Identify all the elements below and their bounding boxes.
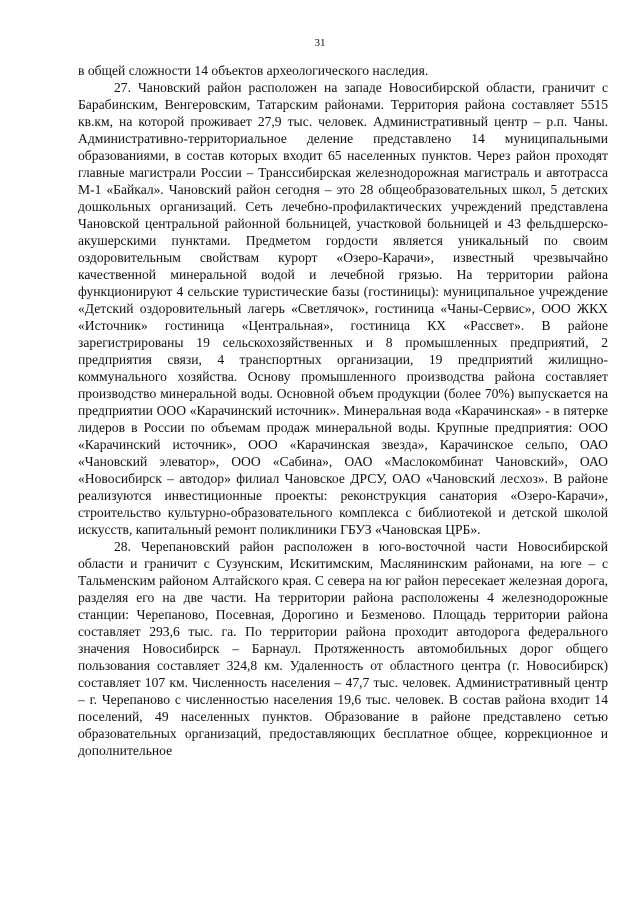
document-body — [78, 62, 608, 759]
paragraph-chanovsky-district: 27. Чановский район расположен на западе Новосибирской области, граничит с Барабинским, Венгеровским, Татарским районами. Территория района составляет 5515 кв.км, на которой проживает 27,9 тыс. человек. Административный центр – р.п. Чаны. Административно-территориальное деление представлено 14 муниципальными образованиями, в состав которых входит 65 населенных пунктов. Через район проходят главные магистрали России – Транссибирская железнодорожная магистраль и автотрасса М-1 «Байкал». Чановский район сегодня – это 28 общеобразовательных школ, 5 детских дошкольных организаций. Сеть лечебно-профилактических учреждений представлена Чановской центральной районной больницей, участковой больницей и 43 фельдшерско-акушерскими пунктами. Предметом гордости является уникальный по своим оздоровительным свойствам курорт «Озеро-Карачи», известный чрезвычайно качественной минеральной водой и лечебной грязью. На территории района функционируют 4 сельские туристические базы (гостиницы): муниципальное учреждение «Детский оздоровительный лагерь «Светлячок», гостиница «Чаны-Сервис», ООО ЖКХ «Источник» гостиница «Центральная», гостиница КХ «Рассвет». В районе зарегистрированы 19 сельскохозяйственных и 8 промышленных предприятий, 2 предприятия связи, 4 транспортных организации, 19 предприятий жилищно-коммунального хозяйства. Основу промышленного производства района составляет производство минеральной воды. Основной объем продукции (более 70%) выпускается на предприятии ООО «Карачинский источник». Минеральная вода «Карачинская» - в пятерке лидеров в России по объемам продаж минеральной воды. Крупные предприятия: ООО «Карачинский источник», ООО «Карачинская звезда», Карачинское сельпо, ОАО «Чановский элеватор», ООО «Сабина», ОАО «Маслокомбинат Чановский», ОАО «Новосибирск – автодор» филиал Чановское ДРСУ, ОАО «Чановский лесхоз». В районе реализуются инвестиционные проекты: реконструкция санатория «Озеро-Карачи», строительство культурно-образовательного комплекса с библиотекой и детской школой искусств, капитальный ремонт поликлиники ГБУЗ «Чановская ЦРБ». — [78, 80, 608, 537]
paragraph-cherepanovsky-district: 28. Черепановский район расположен в юго-восточной части Новосибирской области и граничит с Сузунским, Искитимским, Маслянинским районами, на юге – с Тальменским районом Алтайского края. С севера на юг район пересекает железная дорога, разделяя его на две части. На территории района расположены 4 железнодорожные станции: Черепаново, Посевная, Дорогино и Безменово. Площадь территории района составляет 293,6 тыс. га. По территории района проходит автодорога федерального значения Новосибирск – Барнаул. Протяженность автомобильных дорог общего пользования составляет 324,8 км. Удаленность от областного центра (г. Новосибирск) составляет 107 км. Численность населения – 47,7 тыс. человек. Административный центр – г. Черепаново с численностью населения 19,6 тыс. человек. В состав района входит 14 поселений, 49 населенных пунктов. Образование в районе представлено сетью образовательных организаций, предоставляющих бесплатное общее, коррекционное и дополнительное — [78, 539, 608, 758]
page-number: 31 — [314, 37, 326, 49]
paragraph-continuation: в общей сложности 14 объектов археологического наследия. — [78, 63, 429, 78]
